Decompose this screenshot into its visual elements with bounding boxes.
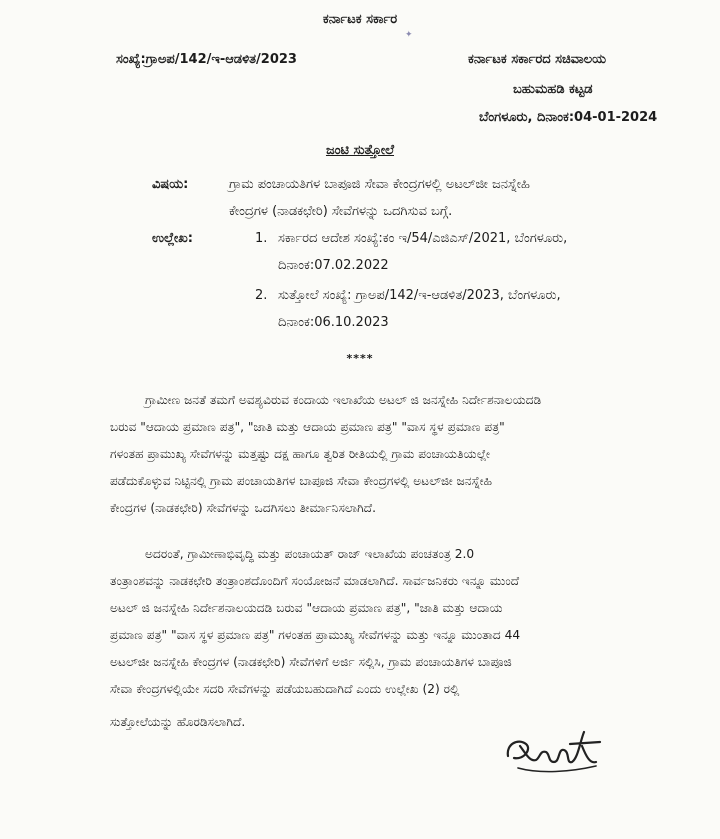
- reference-2-line-1: ಸುತ್ತೋಲೆ ಸಂಖ್ಯೆ: ಗ್ರಾಅಪ/142/ಇ-ಆಡಳಿತ/2023, ಬೆಂಗಳೂರು,: [278, 288, 561, 303]
- signature-image: [500, 722, 610, 782]
- paragraph-1-line-3: ಗಳಂತಹ ಪ್ರಾಮುಖ್ಯ ಸೇವೆಗಳನ್ನು ಮತ್ತಷ್ಟು ದಕ್ಷ ಹಾಗೂ ತ್ವರಿತ ರೀತಿಯಲ್ಲಿ ಗ್ರಾಮ ಪಂಚಾಯತಿಯಲ್ಲೇ: [110, 447, 491, 461]
- reference-2-number: 2.: [255, 288, 268, 303]
- reference-1-line-2: ದಿನಾಂಕ:07.02.2022: [278, 258, 389, 273]
- paragraph-2-line-6: ಸೇವಾ ಕೇಂದ್ರಗಳಲ್ಲಿಯೇ ಸದರಿ ಸೇವೆಗಳನ್ನು ಪಡೆಯಬಹುದಾಗಿದೆ ಎಂದು ಉಲ್ಲೇಖ (2) ರಲ್ಲಿ: [110, 682, 460, 696]
- emblem-mark: ✦: [405, 30, 413, 40]
- subject-line-1: ಗ್ರಾಮ ಪಂಚಾಯತಿಗಳ ಬಾಪೂಜಿ ಸೇವಾ ಕೇಂದ್ರಗಳಲ್ಲಿ ಅಟಲ್‌ಜೀ ಜನಸ್ನೇಹಿ: [229, 177, 530, 192]
- reference-1-line-1: ಸರ್ಕಾರದ ಆದೇಶ ಸಂಖ್ಯೆ:ಕಂ ಇ/54/ಎಜಿಎಸ್/2021, ಬೆಂಗಳೂರು,: [278, 231, 568, 246]
- paragraph-1-line-1: ಗ್ರಾಮೀಣ ಜನತೆ ತಮಗೆ ಅವಶ್ಯವಿರುವ ಕಂದಾಯ ಇಲಾಖೆಯ ಅಟಲ್ ಜಿ ಜನಸ್ನೇಹಿ ನಿರ್ದೇಶನಾಲಯದಡಿ: [145, 393, 542, 407]
- paragraph-1-line-5: ಕೇಂದ್ರಗಳ (ನಾಡಕಛೇರಿ) ಸೇವೆಗಳನ್ನು ಒದಗಿಸಲು ತೀರ್ಮಾನಿಸಲಾಗಿದೆ.: [110, 501, 377, 515]
- section-separator: ****: [346, 352, 374, 365]
- document-type-heading: [0, 143, 720, 158]
- paragraph-2-line-4: ಪ್ರಮಾಣ ಪತ್ರ" "ವಾಸ ಸ್ಥಳ ಪ್ರಮಾಣ ಪತ್ರ" ಗಳಂತಹ ಪ್ರಾಮುಖ್ಯ ಸೇವೆಗಳನ್ನು ಮತ್ತು ಇನ್ನೂ ಮುಂತಾದ 44: [110, 628, 521, 642]
- subject-line-2: ಕೇಂದ್ರಗಳ (ನಾಡಕಛೇರಿ) ಸೇವೆಗಳನ್ನು ಒದಗಿಸುವ ಬಗ್ಗೆ.: [229, 204, 453, 219]
- paragraph-2-line-2: ತಂತ್ರಾಂಶವನ್ನು ನಾಡಕಛೇರಿ ತಂತ್ರಾಂಶದೊಂದಿಗೆ ಸಂಯೋಜನೆ ಮಾಡಲಾಗಿದೆ. ಸಾರ್ವಜನಿಕರು ಇನ್ನೂ ಮುಂದೆ: [110, 574, 520, 588]
- government-title: ಕರ್ನಾಟಕ ಸರ್ಕಾರ: [322, 12, 398, 27]
- paragraph-2-line-7: ಸುತ್ತೋಲೆಯನ್ನು ಹೊರಡಿಸಲಾಗಿದೆ.: [110, 715, 246, 729]
- subject-label: ವಿಷಯ:: [152, 177, 189, 192]
- paragraph-2-line-5: ಅಟಲ್‌ಜೀ ಜನಸ್ನೇಹಿ ಕೇಂದ್ರಗಳ (ನಾಡಕಛೇರಿ) ಸೇವೆಗಳಿಗೆ ಅರ್ಜಿ ಸಲ್ಲಿಸಿ, ಗ್ರಾಮ ಪಂಚಾಯತಿಗಳ ಬಾಪೂಜಿ: [110, 655, 512, 669]
- place-date: ಬೆಂಗಳೂರು, ದಿನಾಂಕ:04-01-2024: [479, 110, 658, 125]
- paragraph-2-line-1: ಅದರಂತೆ, ಗ್ರಾಮೀಣಾಭಿವೃದ್ಧಿ ಮತ್ತು ಪಂಚಾಯತ್ ರಾಜ್ ಇಲಾಖೆಯ ಪಂಚತಂತ್ರ 2.0: [145, 547, 475, 561]
- secretariat-name: ಕರ್ನಾಟಕ ಸರ್ಕಾರದ ಸಚಿವಾಲಯ: [468, 52, 607, 67]
- reference-1-number: 1.: [255, 231, 268, 246]
- paragraph-2-line-3: ಅಟಲ್ ಜಿ ಜನಸ್ನೇಹಿ ನಿರ್ದೇಶನಾಲಯದಡಿ ಬರುವ "ಆದಾಯ ಪ್ರಮಾಣ ಪತ್ರ", "ಜಾತಿ ಮತ್ತು ಆದಾಯ: [110, 601, 503, 615]
- paragraph-1-line-2: ಬರುವ "ಆದಾಯ ಪ್ರಮಾಣ ಪತ್ರ", "ಜಾತಿ ಮತ್ತು ಆದಾಯ ಪ್ರಮಾಣ ಪತ್ರ" "ವಾಸ ಸ್ಥಳ ಪ್ರಮಾಣ ಪತ್ರ": [110, 420, 505, 434]
- paragraph-1-line-4: ಪಡೆದುಕೊಳ್ಳುವ ನಿಟ್ಟಿನಲ್ಲಿ ಗ್ರಾಮ ಪಂಚಾಯತಿಗಳ ಬಾಪೂಜಿ ಸೇವಾ ಕೇಂದ್ರಗಳಲ್ಲಿ ಅಟಲ್‌ಜೀ ಜನಸ್ನೇಹಿ: [110, 474, 493, 488]
- building-name: ಬಹುಮಹಡಿ ಕಟ್ಟಡ: [513, 82, 593, 97]
- reference-number: ಸಂಖ್ಯೆ:ಗ್ರಾಅಪ/142/ಇ-ಆಡಳಿತ/2023: [116, 52, 297, 67]
- references-label: ಉಲ್ಲೇಖ:: [152, 231, 193, 246]
- document-type-text: ಜಂಟಿ ಸುತ್ತೋಲೆ: [325, 143, 395, 158]
- reference-2-line-2: ದಿನಾಂಕ:06.10.2023: [278, 315, 389, 330]
